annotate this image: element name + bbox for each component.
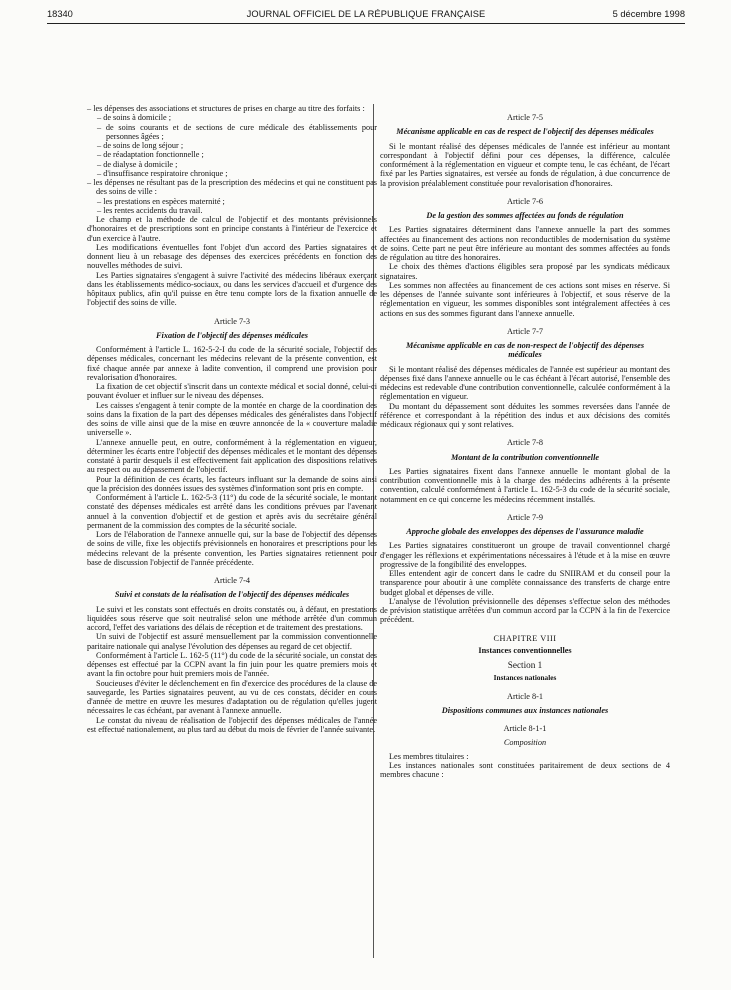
paragraph: Du montant du dépassement sont déduites les sommes reversées dans l'année de référence et correspondant à la répétition des indus et aux décisions des comités médicaux régionaux qui y sont relatives. bbox=[380, 401, 670, 429]
article-number: Article 7-4 bbox=[214, 576, 250, 585]
article-number: Article 7-9 bbox=[507, 512, 543, 522]
paragraph: Le champ et la méthode de calcul de l'objectif et des montants prévisionnels d'honoraires et de prescriptions sont en principe constants à l'intérieur de l'exercice et d'un exercice à l'autre. bbox=[87, 215, 377, 243]
chapter-title: Instances conventionnelles bbox=[478, 645, 572, 655]
header-rule bbox=[47, 23, 685, 24]
paragraph: Le constat du niveau de réalisation de l'objectif des dépenses médicales de l'année est effectué nationalement, au plus tard au début du mois de février de l'année suivante. bbox=[87, 715, 377, 734]
paragraph: Les instances nationales sont constituées paritairement de deux sections de 4 membres chacune : bbox=[380, 760, 670, 779]
paragraph: Conformément à l'article L. 162-5-2-I du code de la sécurité sociale, l'objectif des dépenses médicales, concernant les médecins relevant de la présente convention, est fixé chaque année par annexe à ladite convention, il comprend une provision pour revalorisation d'honoraires. bbox=[87, 345, 377, 382]
paragraph: L'annexe annuelle peut, en outre, conformément à la réglementation en vigueur, déterminer les écarts entre l'objectif des dépenses médicales et le montant des dépenses constaté à partir desquels il est effectivement fait application des dispositions relatives au respect ou au dépassement de l'objectif. bbox=[87, 437, 377, 475]
paragraph: Elles entendent agir de concert dans le cadre du SNIIRAM et du conseil pour la transparence pour aboutir à une complète connaissance des transferts de charge entre budget global et dépenses de ville. bbox=[380, 569, 670, 597]
paragraph: Le choix des thèmes d'actions éligibles sera proposé par les syndicats médicaux signataires. bbox=[380, 262, 670, 281]
sub-list-item: – de soins à domicile ; bbox=[97, 113, 172, 123]
paragraph: Les caisses s'engagent à tenir compte de la montée en charge de la coordination des soins dans la fixation de la part des dépenses médicales des généralistes dans l'objectif des soins de ville ainsi que de la mise en œuvre annoncée de la « couverture maladie universelle ». bbox=[87, 400, 377, 438]
article-number: Article 8-1 bbox=[507, 691, 543, 701]
sub-list-item: – les rentes accidents du travail. bbox=[97, 205, 203, 215]
chapter-number: CHAPITRE VIII bbox=[493, 633, 557, 643]
paragraph: Si le montant réalisé des dépenses médicales de l'année est supérieur au montant des dépenses fixé dans l'annexe annuelle ou le cas échéant à l'écart autorisé, l'ensemble des médecins est redevable d'une contribution conventionnelle, calculée conformément à la réglementation en vigueur. bbox=[380, 364, 670, 402]
paragraph: L'analyse de l'évolution prévisionnelle des dépenses s'effectue selon des méthodes de prévision statistique arrêtées d'un commun accord par la CCPN à la fin de l'exercice précédent. bbox=[380, 596, 670, 625]
section-number: Section 1 bbox=[507, 660, 543, 670]
sub-list-item: – de soins courants et de sections de cure médicale des établissements pour personnes âgées ; bbox=[97, 122, 377, 141]
paragraph: Les modifications éventuelles font l'objet d'un accord des Parties signataires et donnent lieu à un rebasage des dépenses des exercices précédents en fonction des nouvelles méthodes de suivi. bbox=[87, 242, 377, 271]
paragraph: Conformément à l'article L. 162-5 (11°) du code de la sécurité sociale, un constat des dépenses est effectué par la CCPN avant la fin juin pour les quatre premiers mois et avant la fin octobre pour huit premiers mois de l'année. bbox=[87, 650, 377, 679]
sub-list-item: – d'insuffisance respiratoire chronique ; bbox=[97, 168, 228, 178]
article-title: Dispositions communes aux instances nationales bbox=[441, 705, 609, 715]
article-title: Fixation de l'objectif des dépenses médicales bbox=[156, 330, 308, 340]
article-number: Article 7-8 bbox=[507, 438, 543, 448]
paragraph: Les sommes non affectées au financement de ces actions sont mises en réserve. Si les dépenses de l'année suivante sont inférieures à l'objectif, et sous réserve de la réglementation en vigueur, les sommes disponibles sont intégralement affectées à ces actions en sus des sommes figurant dans l'annexe annuelle. bbox=[380, 280, 670, 318]
paragraph: Conformément à l'article L. 162-5-3 (11°) du code de la sécurité sociale, le montant constaté des dépenses médicales est arrêté dans les conditions prévues par l'avenant annuel à la convention d'objectif et de gestion et après avis du secrétaire général permanent de la commission des comptes de la sécurité sociale. bbox=[87, 493, 377, 530]
sub-list-item: – de soins de long séjour ; bbox=[97, 141, 184, 150]
article-title: De la gestion des sommes affectées au fonds de régulation bbox=[426, 211, 624, 220]
journal-title: JOURNAL OFFICIEL DE LA RÉPUBLIQUE FRANÇAISE bbox=[246, 9, 486, 19]
sub-list-item: – de réadaptation fonctionnelle ; bbox=[97, 150, 204, 160]
paragraph: Les Parties signataires déterminent dans l'annexe annuelle la part des sommes affectées au financement des actions non reconductibles de modernisation du système de soins. Cette part ne peut être inférieure au montant des sommes affectées au fonds de régulation au titre des honoraires. bbox=[380, 225, 670, 262]
list-item: – les dépenses ne résultant pas de la prescription des médecins et qui ne constituent pas des soins de ville : bbox=[87, 178, 377, 197]
right-column bbox=[380, 104, 670, 779]
article-number: Article 7-6 bbox=[507, 196, 543, 206]
paragraph: Pour la définition de ces écarts, les facteurs influant sur la demande de soins ainsi que la précision des données issues des systèmes d'information sont pris en compte. bbox=[87, 474, 377, 493]
sub-list-item: – de dialyse à domicile ; bbox=[97, 159, 178, 169]
paragraph: Un suivi de l'objectif est assuré mensuellement par la commission conventionnelle paritaire nationale qui analyse l'évolution des dépenses au regard de cet objectif. bbox=[87, 632, 377, 651]
paragraph: La fixation de cet objectif s'inscrit dans un contexte médical et social donné, celui-ci pouvant évoluer et influer sur le niveau des dépenses. bbox=[87, 382, 377, 401]
article-title: Mécanisme applicable en cas de non-respect de l'objectif des dépenses médicales bbox=[405, 341, 645, 360]
page-number: 18340 bbox=[47, 9, 73, 19]
issue-date: 5 décembre 1998 bbox=[612, 9, 685, 19]
paragraph: Lors de l'élaboration de l'annexe annuelle qui, sur la base de l'objectif des dépenses de soins de ville, fixe les objectifs prévisionnels en honoraires et prescriptions pour les médecins relevant de la présente convention, les Parties signataires retiennent pour base de discussion l'objectif de l'année précédente. bbox=[87, 530, 377, 567]
article-title: Suivi et constats de la réalisation de l'objectif des dépenses médicales bbox=[114, 590, 350, 600]
list-item: – les dépenses des associations et structures de prises en charge au titre des forfaits : bbox=[87, 104, 365, 113]
section-title: Instances nationales bbox=[493, 673, 557, 683]
paragraph: Soucieuses d'éviter le déclenchement en fin d'exercice des procédures de la clause de sauvegarde, les Parties signataires peuvent, au vu de ces constats, décider en cours d'année de mettre en œuvre les mesures d'adaptation ou de régulation qu'elles jugent nécessaires le cas échéant, par avenant à l'annexe annuelle. bbox=[87, 678, 377, 716]
paragraph: Les membres titulaires : bbox=[389, 751, 469, 761]
paragraph: Si le montant réalisé des dépenses médicales de l'année est inférieur au montant correspondant à l'objectif défini pour ces dépenses, la différence, calculée conformément à la réglementation en vigueur et compte tenu, le cas échéant, de l'écart fixé par les Parties signataires, est versée au fonds de régulation, à due concurrence de la provision préalablement constituée pour revalorisation d'honoraires. bbox=[380, 141, 670, 188]
paragraph: Les Parties signataires constitueront un groupe de travail conventionnel chargé d'engager les réflexions et expérimentations nécessaires à l'étude et à la mise en œuvre progressive de la fongibilité des enveloppes. bbox=[380, 541, 670, 569]
left-column bbox=[87, 104, 377, 734]
paragraph: Le suivi et les constats sont effectués en droits constatés ou, à défaut, en prestations liquidées sous réserve que soit neutralisé selon une méthode arrêtée d'un commun accord, l'effet des variations des délais de réception et de traitement des prestations. bbox=[87, 604, 377, 632]
article-title: Mécanisme applicable en cas de respect de l'objectif des dépenses médicales bbox=[396, 127, 654, 137]
sub-list-item: – les prestations en espèces maternité ; bbox=[97, 196, 225, 206]
subheading: Composition bbox=[503, 738, 547, 748]
paragraph: Les Parties signataires s'engagent à suivre l'activité des médecins libéraux exerçant dans les établissements médico-sociaux, ou dans les services d'accueil et d'urgence des hôpitaux publics, afin qu'il puisse en être tenu compte lors de la fixation annuelle de l'objectif des soins de ville. bbox=[87, 270, 377, 308]
article-number: Article 7-7 bbox=[507, 326, 543, 336]
article-title: Montant de la contribution conventionnelle bbox=[450, 452, 600, 462]
article-title: Approche globale des enveloppes des dépenses de l'assurance maladie bbox=[406, 527, 644, 536]
article-number: Article 7-3 bbox=[214, 316, 250, 326]
article-number: Article 7-5 bbox=[507, 113, 543, 122]
article-number: Article 8-1-1 bbox=[503, 724, 547, 733]
paragraph: Les Parties signataires fixent dans l'annexe annuelle le montant global de la contribution conventionnelle mis à la charge des médecins adhérents à la présente convention, calculé conformément à l'article L. 162-5-3 du code de la sécurité sociale, notamment en ce qui concerne les médecins récemment installés. bbox=[380, 466, 670, 504]
